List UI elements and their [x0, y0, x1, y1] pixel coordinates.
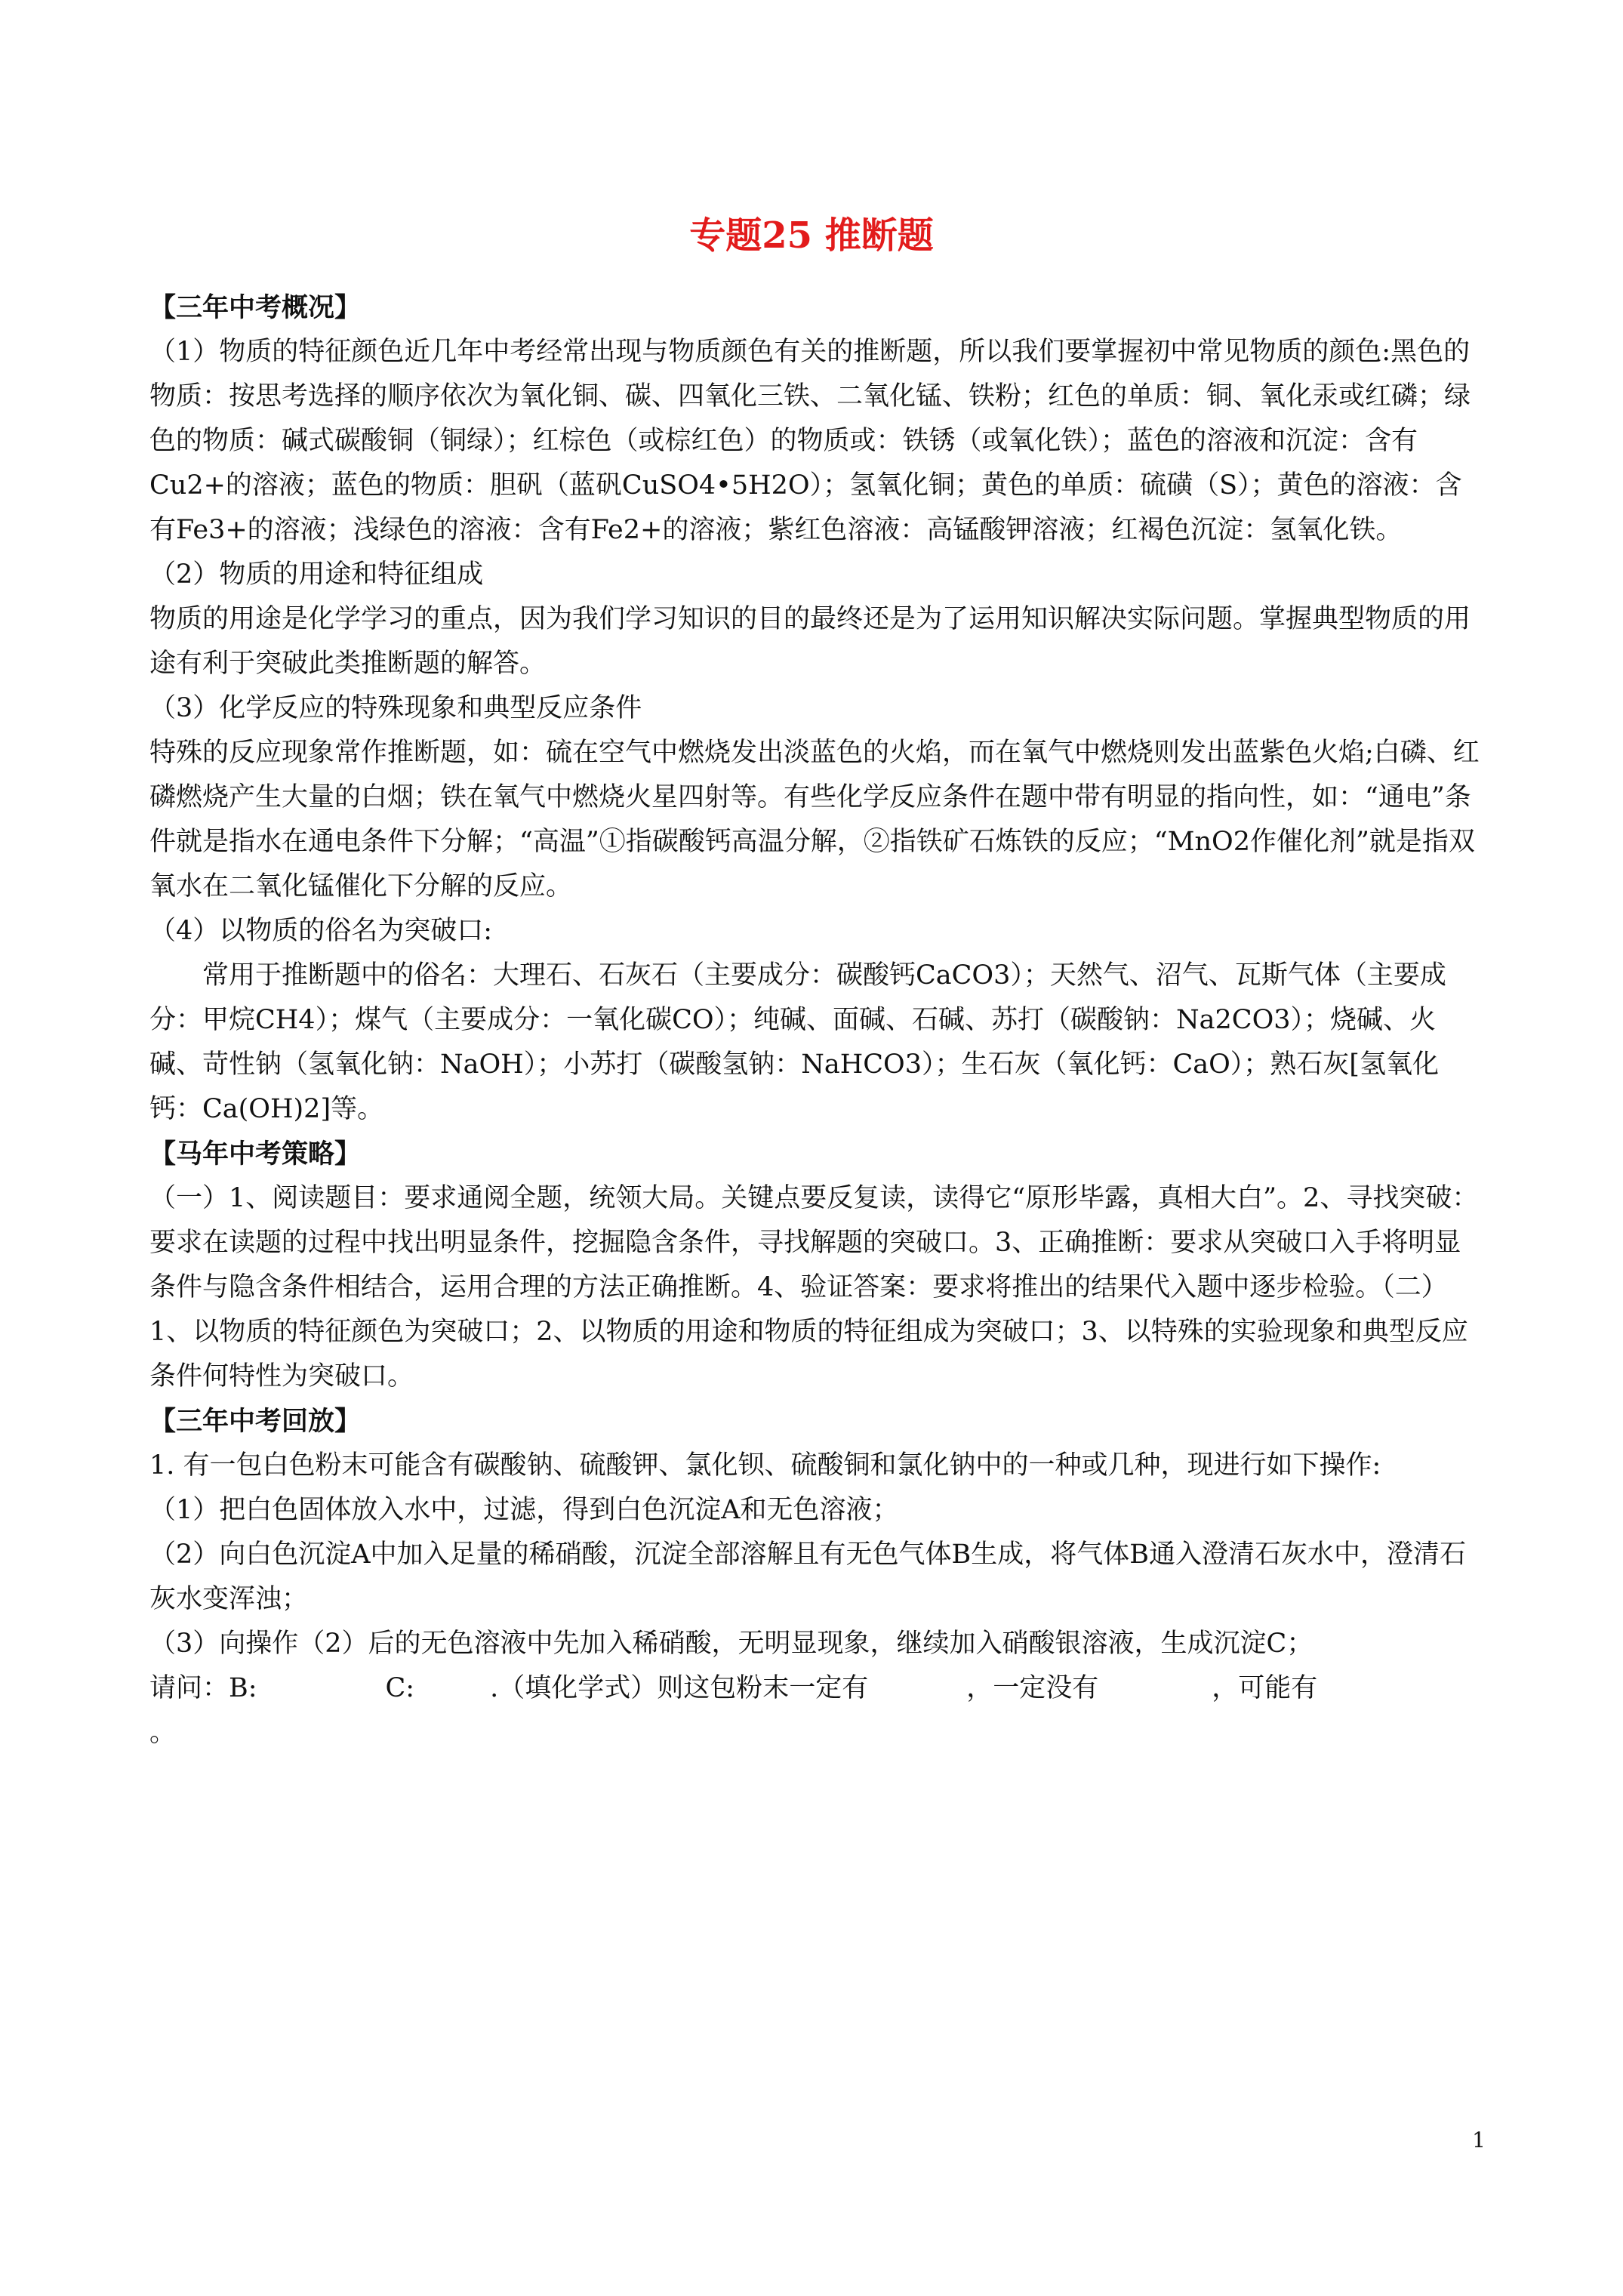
question-1-stem: 1. 有一包白色粉末可能含有碳酸钠、硫酸钾、氯化钡、硫酸铜和氯化钠中的一种或几种，现进行如下操作: — [149, 1450, 1381, 1481]
question-1-prompt — [149, 1666, 1486, 1711]
question-1-step-2: （2）向白色沉淀A中加入足量的稀硝酸，沉淀全部溶解且有无色气体B生成，将气体B通入澄清石灰水中，澄清石灰水变浑浊； — [149, 1539, 1466, 1614]
paragraph-uses: 物质的用途是化学学习的重点，因为我们学习知识的目的最终还是为了运用知识解决实际问题。掌握典型物质的用途有利于突破此类推断题的解答。 — [149, 604, 1471, 679]
section-heading-strategy: 【马年中考策略】 — [149, 1139, 362, 1170]
paragraph-common-names: 常用于推断题中的俗名：大理石、石灰石（主要成分：碳酸钙CaCO3）；天然气、沼气、瓦斯气体（主要成分：甲烷CH4）；煤气（主要成分：一氧化碳CO）；纯碱、面碱、石碱、苏打（碳酸钠：Na2CO3）；烧碱、火碱、苛性钠（氢氧化钠：NaOH）；小苏打（碳酸氢钠：NaHCO3）；生石灰（氧化钙：CaO）；熟石灰[氢氧化钙：Ca(OH)2]等。 — [149, 960, 1446, 1124]
page-number: 1 — [1472, 2128, 1486, 2153]
paragraph-colors: （1）物质的特征颜色近几年中考经常出现与物质颜色有关的推断题，所以我们要掌握初中常见物质的颜色:黑色的物质：按思考选择的顺序依次为氧化铜、碳、四氧化三铁、二氧化锰、铁粉；红色的单质：铜、氧化汞或红磷；绿色的物质：碱式碳酸铜（铜绿）；红棕色（或棕红色）的物质或：铁锈（或氧化铁）；蓝色的溶液和沉淀：含有Cu2+的溶液；蓝色的物质：胆矾（蓝矾CuSO4•5H2O）；氢氧化铜；黄色的单质：硫磺（S）；黄色的溶液：含有Fe3+的溶液；浅绿色的溶液：含有Fe2+的溶液；紫红色溶液：高锰酸钾溶液；红褐色沉淀：氢氧化铁。 — [149, 337, 1471, 545]
document-body — [149, 285, 1486, 1755]
subheading-reactions: （3）化学反应的特殊现象和典型反应条件 — [149, 693, 642, 723]
prompt-c-label: C: — [385, 1673, 415, 1703]
question-1-step-1: （1）把白色固体放入水中，过滤，得到白色沉淀A和无色溶液； — [149, 1495, 899, 1525]
prompt-b-label: 请问：B: — [149, 1673, 257, 1703]
subheading-common-names: （4）以物质的俗名为突破口: — [149, 916, 493, 946]
prompt-must-have-label: .（填化学式）则这包粉末一定有 — [490, 1673, 869, 1703]
page-title: 专题25 推断题 — [689, 214, 934, 257]
question-1-step-3: （3）向操作（2）后的无色溶液中先加入稀硝酸，无明显现象，继续加入硝酸银溶液，生成沉淀C； — [149, 1629, 1313, 1659]
prompt-must-not-label: ，一定没有 — [966, 1673, 1099, 1703]
question-1-end: 。 — [149, 1718, 177, 1748]
paragraph-strategy: （一）1、阅读题目：要求通阅全题，统领大局。关键点要反复读，读得它“原形毕露，真相大白”。2、寻找突破：要求在读题的过程中找出明显条件，挖掘隐含条件，寻找解题的突破口。3、正确推断：要求从突破口入手将明显条件与隐含条件相结合，运用合理的方法正确推断。4、验证答案：要求将推出的结果代入题中逐步检验。（二）1、以物质的特征颜色为突破口；2、以物质的用途和物质的特征组成为突破口；3、以特殊的实验现象和典型反应条件何特性为突破口。 — [149, 1183, 1479, 1391]
prompt-may-have-label: ，可能有 — [1212, 1673, 1318, 1703]
paragraph-reactions: 特殊的反应现象常作推断题，如：硫在空气中燃烧发出淡蓝色的火焰，而在氧气中燃烧则发出蓝紫色火焰;白磷、红磷燃烧产生大量的白烟；铁在氧气中燃烧火星四射等。有些化学反应条件在题中带有明显的指向性，如：“通电”条件就是指水在通电条件下分解；“高温”①指碳酸钙高温分解，②指铁矿石炼铁的反应；“MnO2作催化剂”就是指双氧水在二氧化锰催化下分解的反应。 — [149, 738, 1480, 901]
section-heading-review: 【三年中考回放】 — [149, 1406, 362, 1437]
subheading-uses: （2）物质的用途和特征组成 — [149, 559, 484, 590]
section-heading-overview: 【三年中考概况】 — [149, 292, 362, 323]
